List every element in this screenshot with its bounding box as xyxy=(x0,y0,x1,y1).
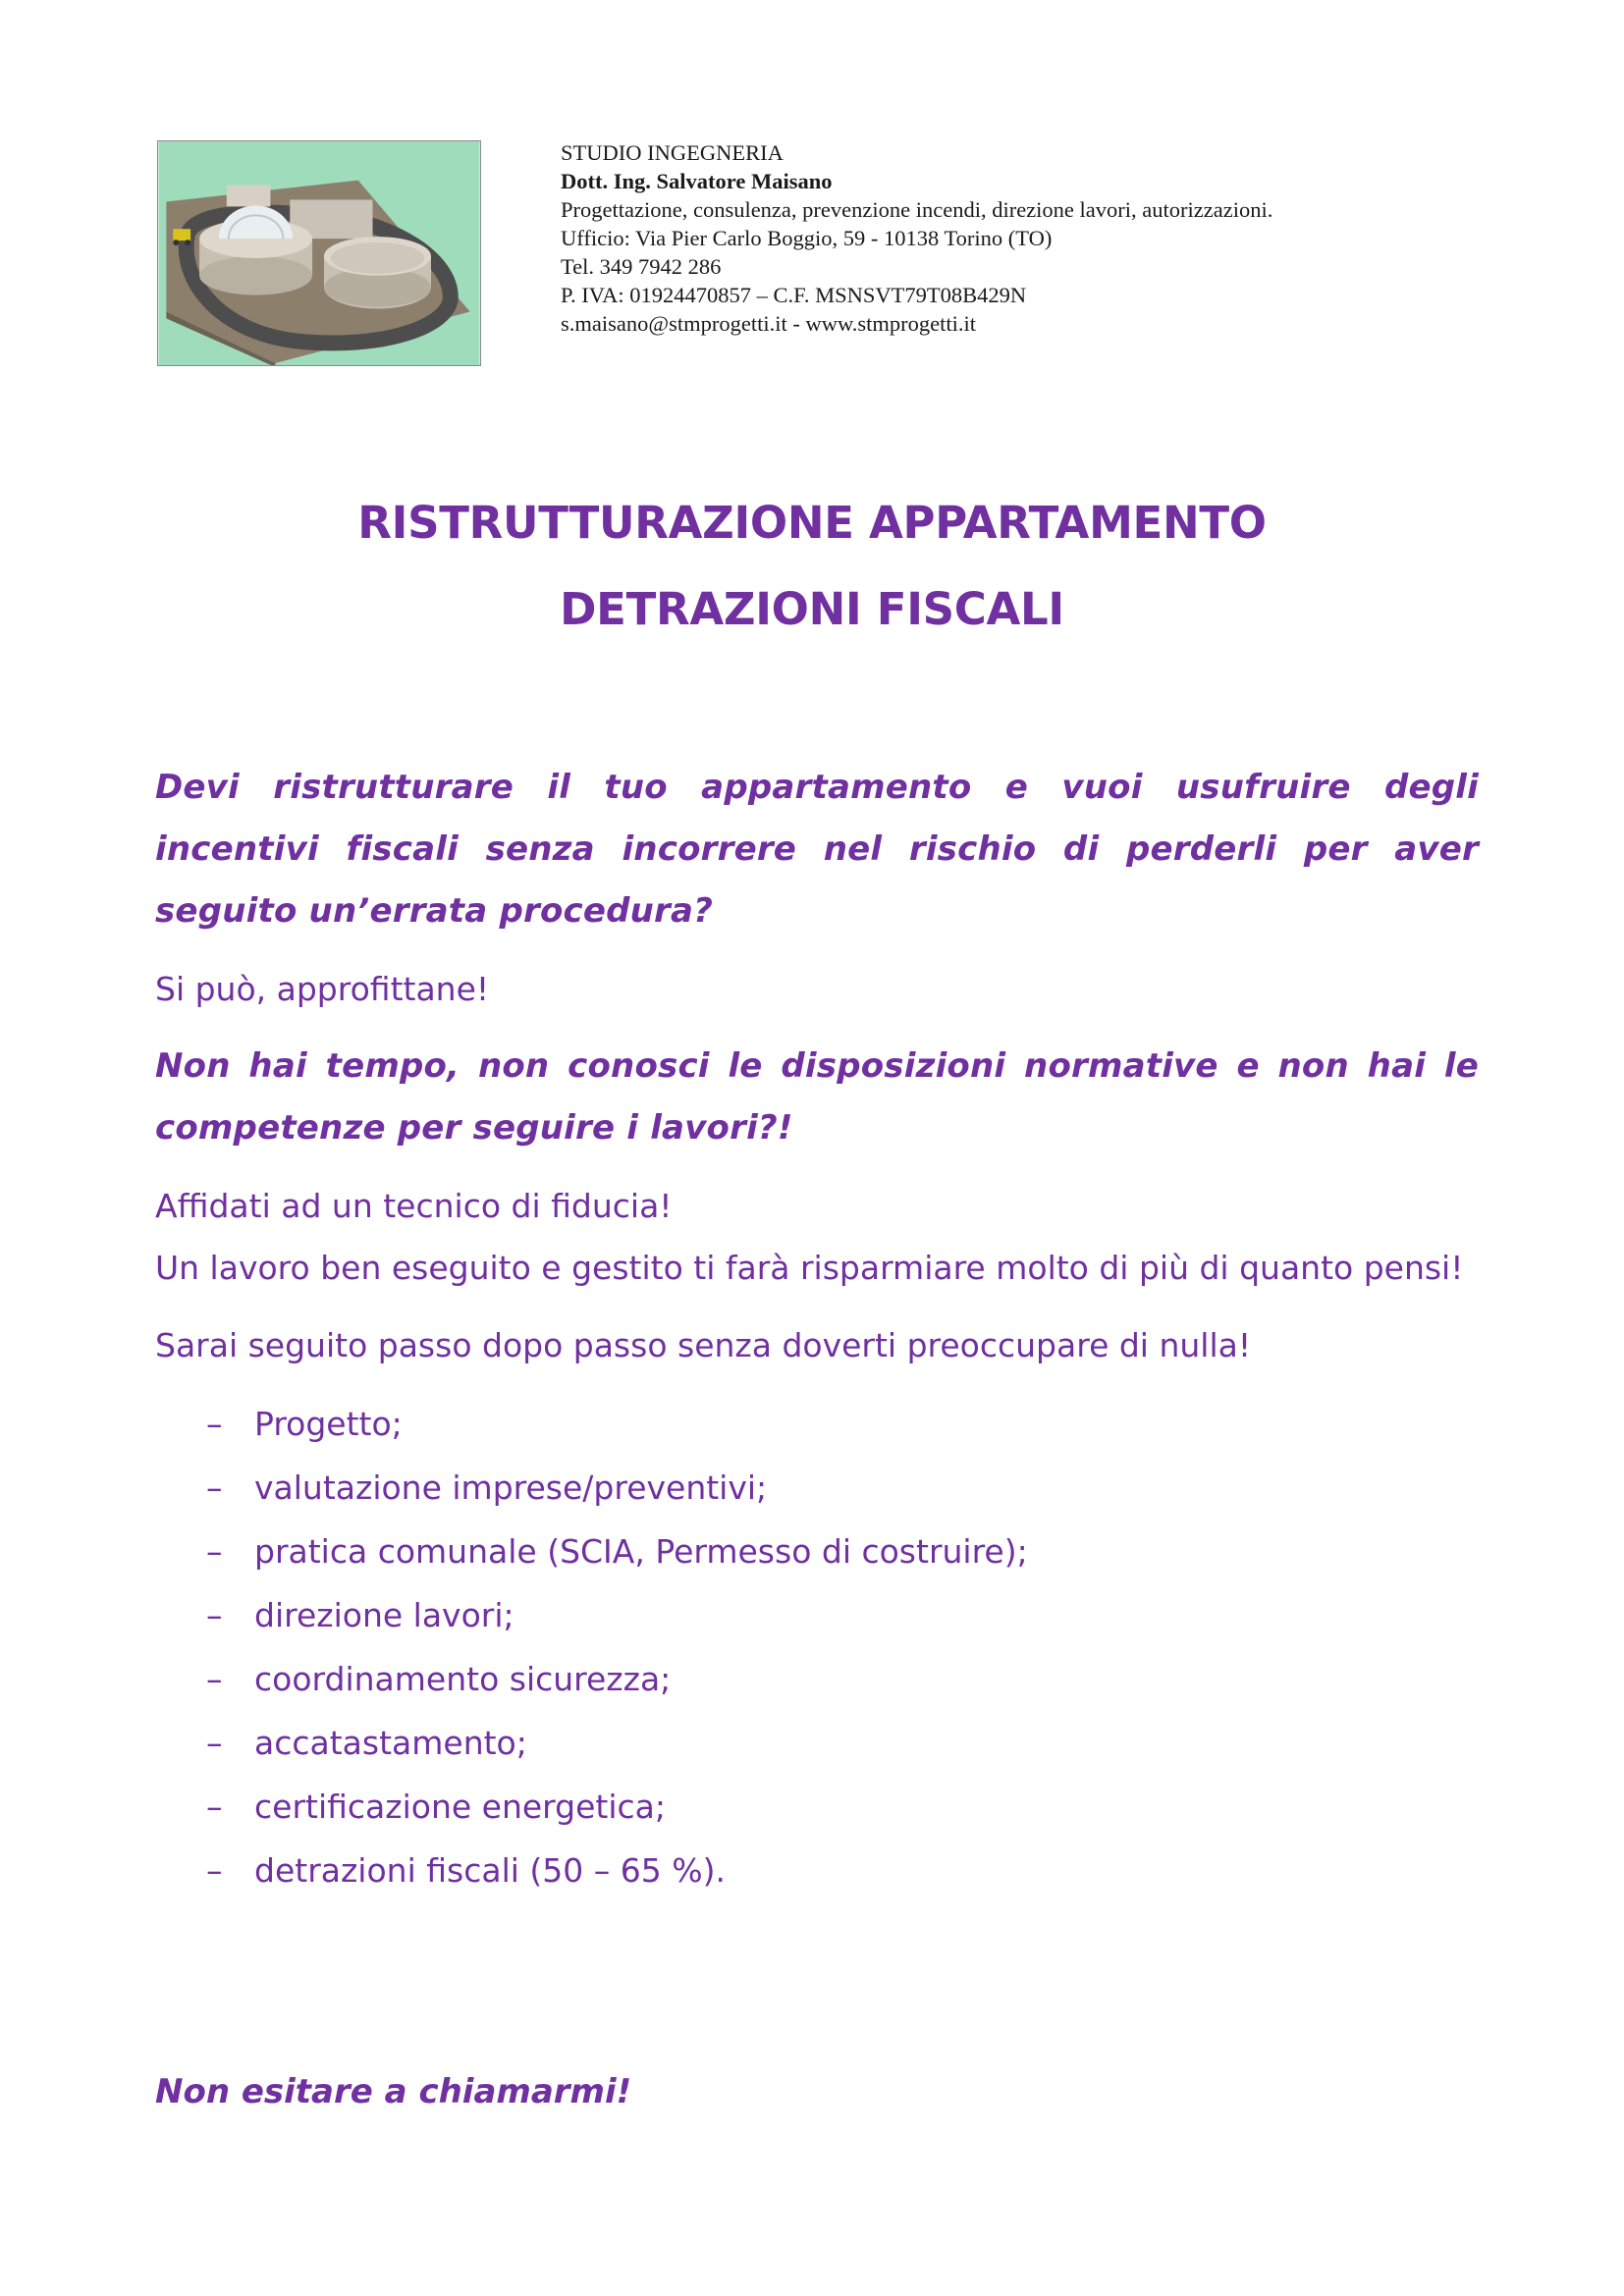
list-item-text: detrazioni fiscali (50 – 65 %). xyxy=(254,1851,726,1890)
services-summary: Progettazione, consulenza, prevenzione incendi, direzione lavori, autorizzazioni. xyxy=(561,197,1273,222)
answer-paragraph-2b: Un lavoro ben eseguito e gestito ti farà risparmiare molto di più di quanto pensi! xyxy=(155,1249,1464,1287)
question-paragraph-2: Non hai tempo, non conosci le disposizioni normative e non hai le competenze per seguire i lavori?! xyxy=(155,1046,1479,1148)
dash-bullet: – xyxy=(206,1660,223,1698)
list-item xyxy=(155,1839,1479,1902)
dash-bullet: – xyxy=(206,1532,223,1571)
list-item xyxy=(155,1392,1479,1456)
list-item-text: valutazione imprese/preventivi; xyxy=(254,1468,768,1507)
dash-bullet: – xyxy=(206,1468,223,1507)
list-item xyxy=(155,1775,1479,1839)
question-paragraph-1: Devi ristrutturare il tuo appartamento e vuoi usufruire degli incentivi fiscali senza incorrere nel rischio di perderli per aver seguito un’errata procedura? xyxy=(155,768,1479,931)
list-item-text: accatastamento; xyxy=(254,1724,527,1762)
answer-paragraph-2a: Affidati ad un tecnico di fiducia! xyxy=(155,1187,673,1225)
list-item xyxy=(155,1456,1479,1520)
list-item-text: direzione lavori; xyxy=(254,1596,514,1634)
dash-bullet: – xyxy=(206,1724,223,1762)
closing-call-to-action: Non esitare a chiamarmi! xyxy=(155,2072,632,2111)
list-item-text: certificazione energetica; xyxy=(254,1788,667,1826)
engineer-name: Dott. Ing. Salvatore Maisano xyxy=(561,169,833,193)
email-website: s.maisano@stmprogetti.it - www.stmprogetti.it xyxy=(561,311,976,336)
list-item xyxy=(155,1583,1479,1647)
dash-bullet: – xyxy=(206,1788,223,1826)
office-address: Ufficio: Via Pier Carlo Boggio, 59 - 10138 Torino (TO) xyxy=(561,226,1053,250)
dash-bullet: – xyxy=(206,1851,223,1890)
tax-codes: P. IVA: 01924470857 – C.F. MSNSVT79T08B429N xyxy=(561,283,1027,307)
answer-paragraph-1: Si può, approfittane! xyxy=(155,970,490,1008)
letterhead xyxy=(561,138,1543,338)
dash-bullet: – xyxy=(206,1405,223,1443)
body-content xyxy=(155,757,1479,1902)
list-item-text: Progetto; xyxy=(254,1405,403,1443)
list-item xyxy=(155,1647,1479,1711)
answer-paragraph-3: Sarai seguito passo dopo passo senza doverti preoccupare di nulla! xyxy=(155,1326,1252,1364)
studio-label: STUDIO INGEGNERIA xyxy=(561,140,784,165)
page-title-line-1: RISTRUTTURAZIONE APPARTAMENTO xyxy=(357,497,1267,549)
list-item xyxy=(155,1711,1479,1775)
list-item xyxy=(155,1520,1479,1583)
list-item-text: coordinamento sicurezza; xyxy=(254,1660,672,1698)
services-list xyxy=(155,1392,1479,1902)
page-title-line-2: DETRAZIONI FISCALI xyxy=(560,583,1064,635)
phone-number: Tel. 349 7942 286 xyxy=(561,254,722,279)
dash-bullet: – xyxy=(206,1596,223,1634)
logo-image xyxy=(157,140,481,366)
list-item-text: pratica comunale (SCIA, Permesso di costruire); xyxy=(254,1532,1028,1571)
